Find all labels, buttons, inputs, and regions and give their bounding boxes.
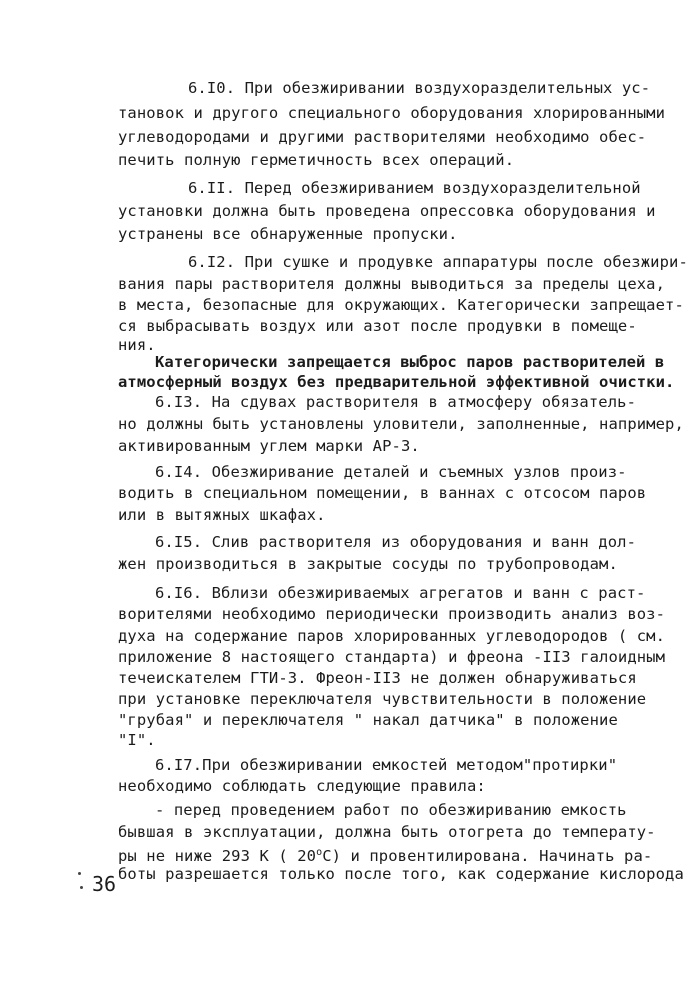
text-line: течеискателем ГТИ-3. Фреон-II3 не должен обнаруживаться xyxy=(118,669,637,687)
text-line: - перед проведением работ по обезжириванию емкость xyxy=(155,801,627,819)
text-fragment: С) и провентилирована. Начинать ра- xyxy=(322,847,653,866)
text-line: необходимо соблюдать следующие правила: xyxy=(118,777,486,795)
text-line: духа на содержание паров хлорированных углеводородов ( см. xyxy=(118,627,666,645)
degree-superscript: o xyxy=(316,847,323,858)
text-line: бывшая в эксплуатации, должна быть отогрета до температу- xyxy=(118,823,656,841)
text-line: в места, безопасные для окружающих. Категорически запрещает- xyxy=(118,296,684,314)
text-line: боты разрешается только после того, как содержание кислорода xyxy=(118,865,684,883)
text-line: приложение 8 настоящего стандарта) и фреона -II3 галоидным xyxy=(118,648,666,666)
text-line xyxy=(118,843,652,866)
text-line: печить полную герметичность всех операций. xyxy=(118,151,515,169)
text-line: жен производиться в закрытые сосуды по трубопроводам. xyxy=(118,555,618,573)
ink-speck xyxy=(80,886,83,889)
text-line: Категорически запрещается выброс паров растворителей в xyxy=(155,353,665,371)
text-line: 6.I7.При обезжиривании емкостей методом"протирки" xyxy=(155,756,618,774)
text-line: 6.I5. Слив растворителя из оборудования и ванн дол- xyxy=(155,533,637,551)
page-number: 36 xyxy=(92,872,117,896)
text-line: 6.I0. При обезжиривании воздухоразделительных ус- xyxy=(188,79,651,97)
text-line: "I". xyxy=(118,731,156,749)
text-line: ния. xyxy=(118,336,156,354)
text-line: тановок и другого специального оборудования хлорированными xyxy=(118,104,666,122)
text-line: устранены все обнаруженные пропуски. xyxy=(118,225,458,243)
text-line: "грубая" и переключателя " накал датчика" в положение xyxy=(118,711,618,729)
text-line: 6.I4. Обезжиривание деталей и съемных узлов произ- xyxy=(155,463,627,481)
text-line: но должны быть установлены уловители, заполненные, например, xyxy=(118,415,684,433)
text-line: ворителями необходимо периодически производить анализ воз- xyxy=(118,605,666,623)
text-line: 6.II. Перед обезжириванием воздухоразделительной xyxy=(188,179,641,197)
text-line: углеводородами и другими растворителями необходимо обес- xyxy=(118,128,647,146)
text-line: 6.I2. При сушке и продувке аппаратуры после обезжири- xyxy=(188,253,688,271)
text-line: вания пары растворителя должны выводиться за пределы цеха, xyxy=(118,275,666,293)
text-line: установки должна быть проведена опрессовка оборудования и xyxy=(118,202,656,220)
text-line: 6.I6. Вблизи обезжириваемых агрегатов и ванн с раст- xyxy=(155,584,646,602)
text-line: 6.I3. На сдувах растворителя в атмосферу обязатель- xyxy=(155,393,637,411)
text-line: ся выбрасывать воздух или азот после продувки в помеще- xyxy=(118,317,637,335)
ink-speck xyxy=(78,872,81,875)
text-fragment: ры не ниже 293 К ( 20 xyxy=(118,847,317,866)
text-line: при установке переключателя чувствительности в положение xyxy=(118,690,647,708)
text-line: или в вытяжных шкафах. xyxy=(118,506,326,524)
text-line: атмосферный воздух без предварительной эффективной очистки. xyxy=(118,373,675,391)
text-line: водить в специальном помещении, в ваннах с отсосом паров xyxy=(118,484,647,502)
text-line: активированным углем марки АР-3. xyxy=(118,437,420,455)
